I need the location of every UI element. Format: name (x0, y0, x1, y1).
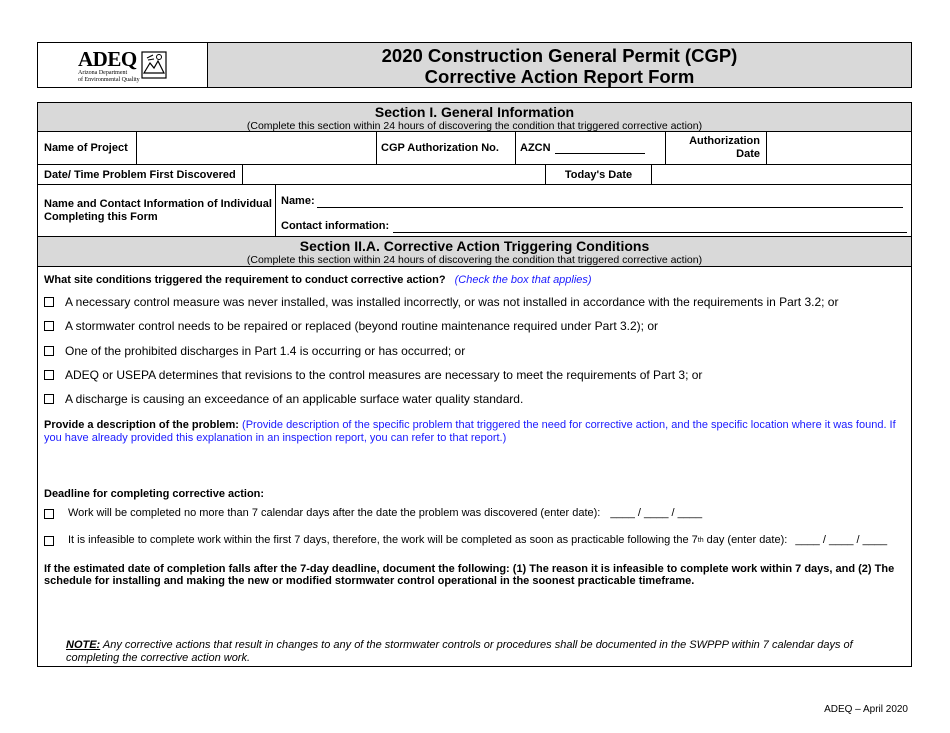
problem-description-field[interactable] (44, 448, 906, 486)
checkbox[interactable] (44, 297, 54, 307)
checkbox[interactable] (44, 509, 54, 519)
name-of-project-label: Name of Project (44, 142, 128, 154)
section-1-header (38, 103, 911, 132)
project-row (38, 132, 911, 165)
problem-description-hint: (Provide description of the specific problem that triggered the need for corrective action, and the specific location where it was found. If you have already provided this explanation in an inspection report, you can refer to that report.) (44, 419, 896, 444)
trigger-question-hint: (Check the box that applies) (454, 274, 592, 286)
contact-information-label: Contact information: (281, 220, 390, 232)
name-of-project-field[interactable] (137, 132, 375, 164)
swppp-note: NOTE: Any corrective actions that result in changes to any of the stormwater controls or procedures shall be documented in the SWPPP within 7 calendar days of completing the corrective action work. (66, 639, 853, 664)
name-label: Name: (281, 195, 315, 207)
todays-date-label: Today's Date (564, 168, 633, 181)
contact-information-field[interactable] (281, 220, 907, 233)
trigger-option-4[interactable]: ADEQ or USEPA determines that revisions to the control measures are necessary to meet the requirements of Part 3; or (44, 368, 702, 382)
todays-date-field[interactable] (652, 165, 911, 184)
deadline-label: Deadline for completing corrective action: (44, 488, 265, 500)
contact-row (38, 185, 911, 237)
checkbox[interactable] (44, 370, 54, 380)
contact-information-blank (393, 222, 907, 233)
note-label: NOTE: (66, 639, 101, 651)
problem-description (44, 419, 906, 445)
logo-subtitle: Arizona Department of Environmental Quality (78, 70, 140, 83)
azcn-blank (555, 143, 645, 154)
section-2a-title: Section II.A. Corrective Action Triggering Conditions (299, 238, 650, 254)
date-time-discovered-label: Date/ Time Problem First Discovered (44, 168, 236, 181)
checkbox[interactable] (44, 321, 54, 331)
estimated-completion-note: If the estimated date of completion falls after the 7-day deadline, document the following: (1) The reason it is infeasible to complete work within 7 days, and (2) The schedule for installing and making the new or modified stormwater control operational in the soonest practicable timeframe. (44, 563, 895, 587)
trigger-option-5[interactable]: A discharge is causing an exceedance of an applicable surface water quality standard. (44, 392, 523, 406)
authorization-date-label: Authorization Date (689, 135, 760, 160)
contact-label: Name and Contact Information of Individual Completing this Form (44, 197, 272, 223)
deadline-date-2[interactable]: ____ / ____ / ____ (795, 534, 888, 546)
deadline-option-1[interactable]: Work will be completed no more than 7 calendar days after the date the problem was discovered (enter date): ____ / ____ / ____ (44, 507, 702, 520)
checkbox[interactable] (44, 346, 54, 356)
section-2a-subtitle: (Complete this section within 24 hours of discovering the condition that triggered corrective action) (246, 254, 703, 266)
trigger-option-3[interactable]: One of the prohibited discharges in Part 1.4 is occurring or has occurred; or (44, 344, 465, 358)
checkbox[interactable] (44, 394, 54, 404)
section-1-title: Section I. General Information (374, 104, 575, 120)
trigger-option-1[interactable]: A necessary control measure was never installed, was installed incorrectly, or was not installed in accordance with the requirements in Part 3.2; or (44, 295, 838, 309)
form-title: 2020 Construction General Permit (CGP) Corrective Action Report Form (208, 43, 911, 87)
corrective-action-form (37, 102, 912, 667)
date-time-discovered-field[interactable] (243, 165, 545, 184)
azcn-field[interactable] (520, 132, 645, 164)
name-field[interactable] (281, 195, 903, 208)
logo-text: ADEQ (78, 47, 137, 71)
adeq-logo (38, 43, 208, 87)
authorization-date-field[interactable] (767, 132, 911, 164)
date-time-row (38, 165, 911, 185)
section-2a-header (38, 237, 911, 267)
deadline-option-2[interactable]: It is infeasible to complete work within the first 7 days, therefore, the work will be completed as soon as practicable following the 7 th day (enter date): ____ / ____ / ____ (44, 534, 887, 547)
name-blank (317, 197, 903, 208)
problem-description-label: Provide a description of the problem: (44, 419, 239, 431)
trigger-question: What site conditions triggered the requirement to conduct corrective action? (Check the box that applies) (44, 274, 592, 286)
estimated-completion-field[interactable] (44, 591, 906, 633)
section-1-subtitle: (Complete this section within 24 hours of discovering the condition that triggered corrective action) (246, 120, 703, 132)
deadline-date-1[interactable]: ____ / ____ / ____ (610, 507, 703, 519)
azcn-label: AZCN (520, 142, 551, 154)
form-header (37, 42, 912, 88)
trigger-option-2[interactable]: A stormwater control needs to be repaired or replaced (beyond routine maintenance required under Part 3.2); or (44, 319, 658, 333)
cgp-authorization-label: CGP Authorization No. (381, 142, 499, 154)
checkbox[interactable] (44, 536, 54, 546)
mountain-sun-icon (141, 51, 167, 79)
footer-text: ADEQ – April 2020 (824, 704, 908, 715)
